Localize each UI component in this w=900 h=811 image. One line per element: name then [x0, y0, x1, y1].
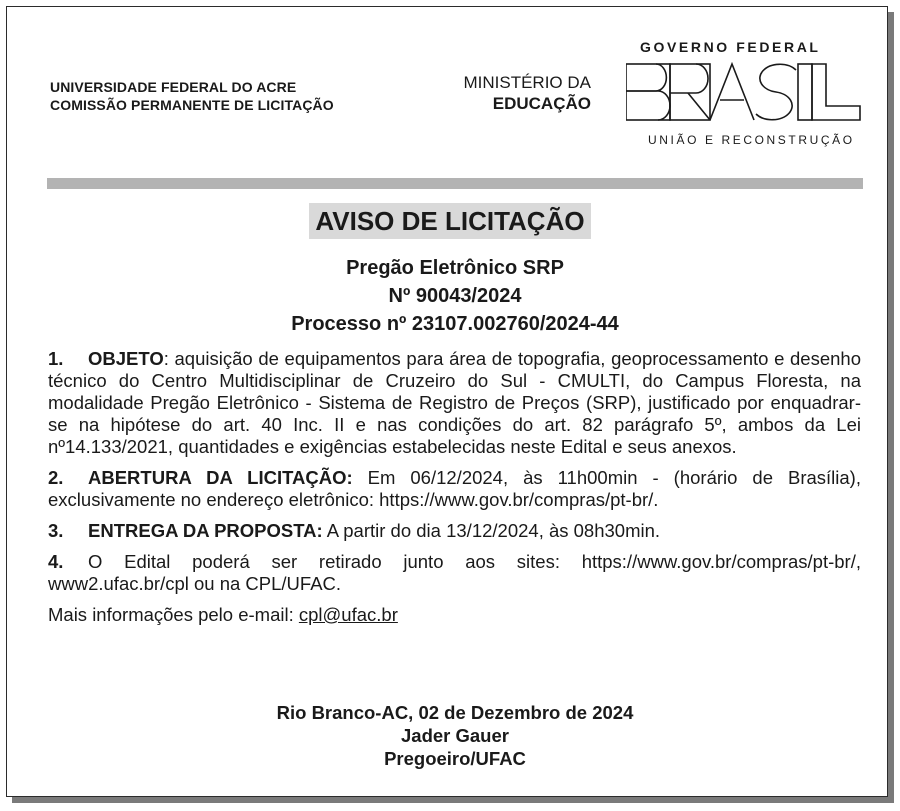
section-abertura: [48, 467, 861, 511]
section-text: A partir do dia 13/12/2024, às 08h30min.: [322, 520, 661, 541]
signer-role: Pregoeiro/UFAC: [384, 748, 526, 769]
section-number: 1.: [48, 348, 64, 369]
institution-name: UNIVERSIDADE FEDERAL DO ACRE: [50, 79, 297, 95]
contact-line: [48, 604, 861, 626]
section-entrega: [48, 520, 861, 542]
ministry-line2: EDUCAÇÃO: [492, 94, 591, 113]
institution-block: [50, 78, 334, 114]
contact-email-link[interactable]: cpl@ufac.br: [298, 604, 398, 625]
section-heading: OBJETO: [88, 348, 164, 369]
section-heading: ENTREGA DA PROPOSTA:: [88, 520, 323, 541]
section-objeto: [48, 348, 861, 458]
brasil-logo: [626, 62, 862, 124]
ministry-line1: MINISTÉRIO DA: [463, 73, 591, 92]
contact-label: Mais informações pelo e-mail:: [48, 604, 299, 625]
place-date: Rio Branco-AC, 02 de Dezembro de 2024: [276, 702, 634, 723]
section-number: 4.: [48, 551, 64, 572]
section-edital: [48, 551, 861, 595]
section-number: 2.: [48, 467, 64, 488]
section-text: Em 06/12/2024, às 11h00min - (horário de Brasília), exclusivamente no endereço eletrônico: https://www.gov.br/compras/pt-br/.: [48, 467, 861, 510]
commission-name: COMISSÃO PERMANENTE DE LICITAÇÃO: [50, 97, 334, 113]
notice-title: AVISO DE LICITAÇÃO: [309, 203, 590, 239]
notice-number: Nº 90043/2024: [388, 285, 522, 307]
gov-federal-label: GOVERNO FEDERAL: [640, 39, 821, 55]
section-text: O Edital poderá ser retirado junto aos sites: https://www.gov.br/compras/pt-br/, www2.ufac.br/cpl ou na CPL/UFAC.: [48, 551, 861, 594]
header-divider: [47, 178, 863, 189]
notice-body: [48, 348, 861, 626]
title-wrap: [0, 203, 900, 239]
gov-slogan: UNIÃO E RECONSTRUÇÃO: [648, 133, 855, 147]
signature-block: [0, 701, 900, 770]
notice-process: Processo nº 23107.002760/2024-44: [291, 313, 619, 335]
notice-modality: Pregão Eletrônico SRP: [346, 257, 564, 279]
section-heading: ABERTURA DA LICITAÇÃO:: [88, 467, 353, 488]
notice-subtitles: [0, 254, 900, 338]
section-text: : aquisição de equipamentos para área de topografia, geoprocessamento e desenho técnico do Centro Multidisciplinar de Cruzeiro do Sul - CMULTI, do Campus Floresta, na modalidade Pregão Eletrônico - Sistema de Registro de Preços (SRP), justificado por enquadrar-se na hipótese do art. 40 Inc. II e nas condições do art. 82 parágrafo 5º, ambos da Lei nº14.133/2021, quantidades e exigências estabelecidas neste Edital e seus anexos.: [48, 348, 861, 457]
signer-name: Jader Gauer: [401, 725, 509, 746]
ministry-block: [455, 72, 591, 114]
section-number: 3.: [48, 520, 64, 541]
